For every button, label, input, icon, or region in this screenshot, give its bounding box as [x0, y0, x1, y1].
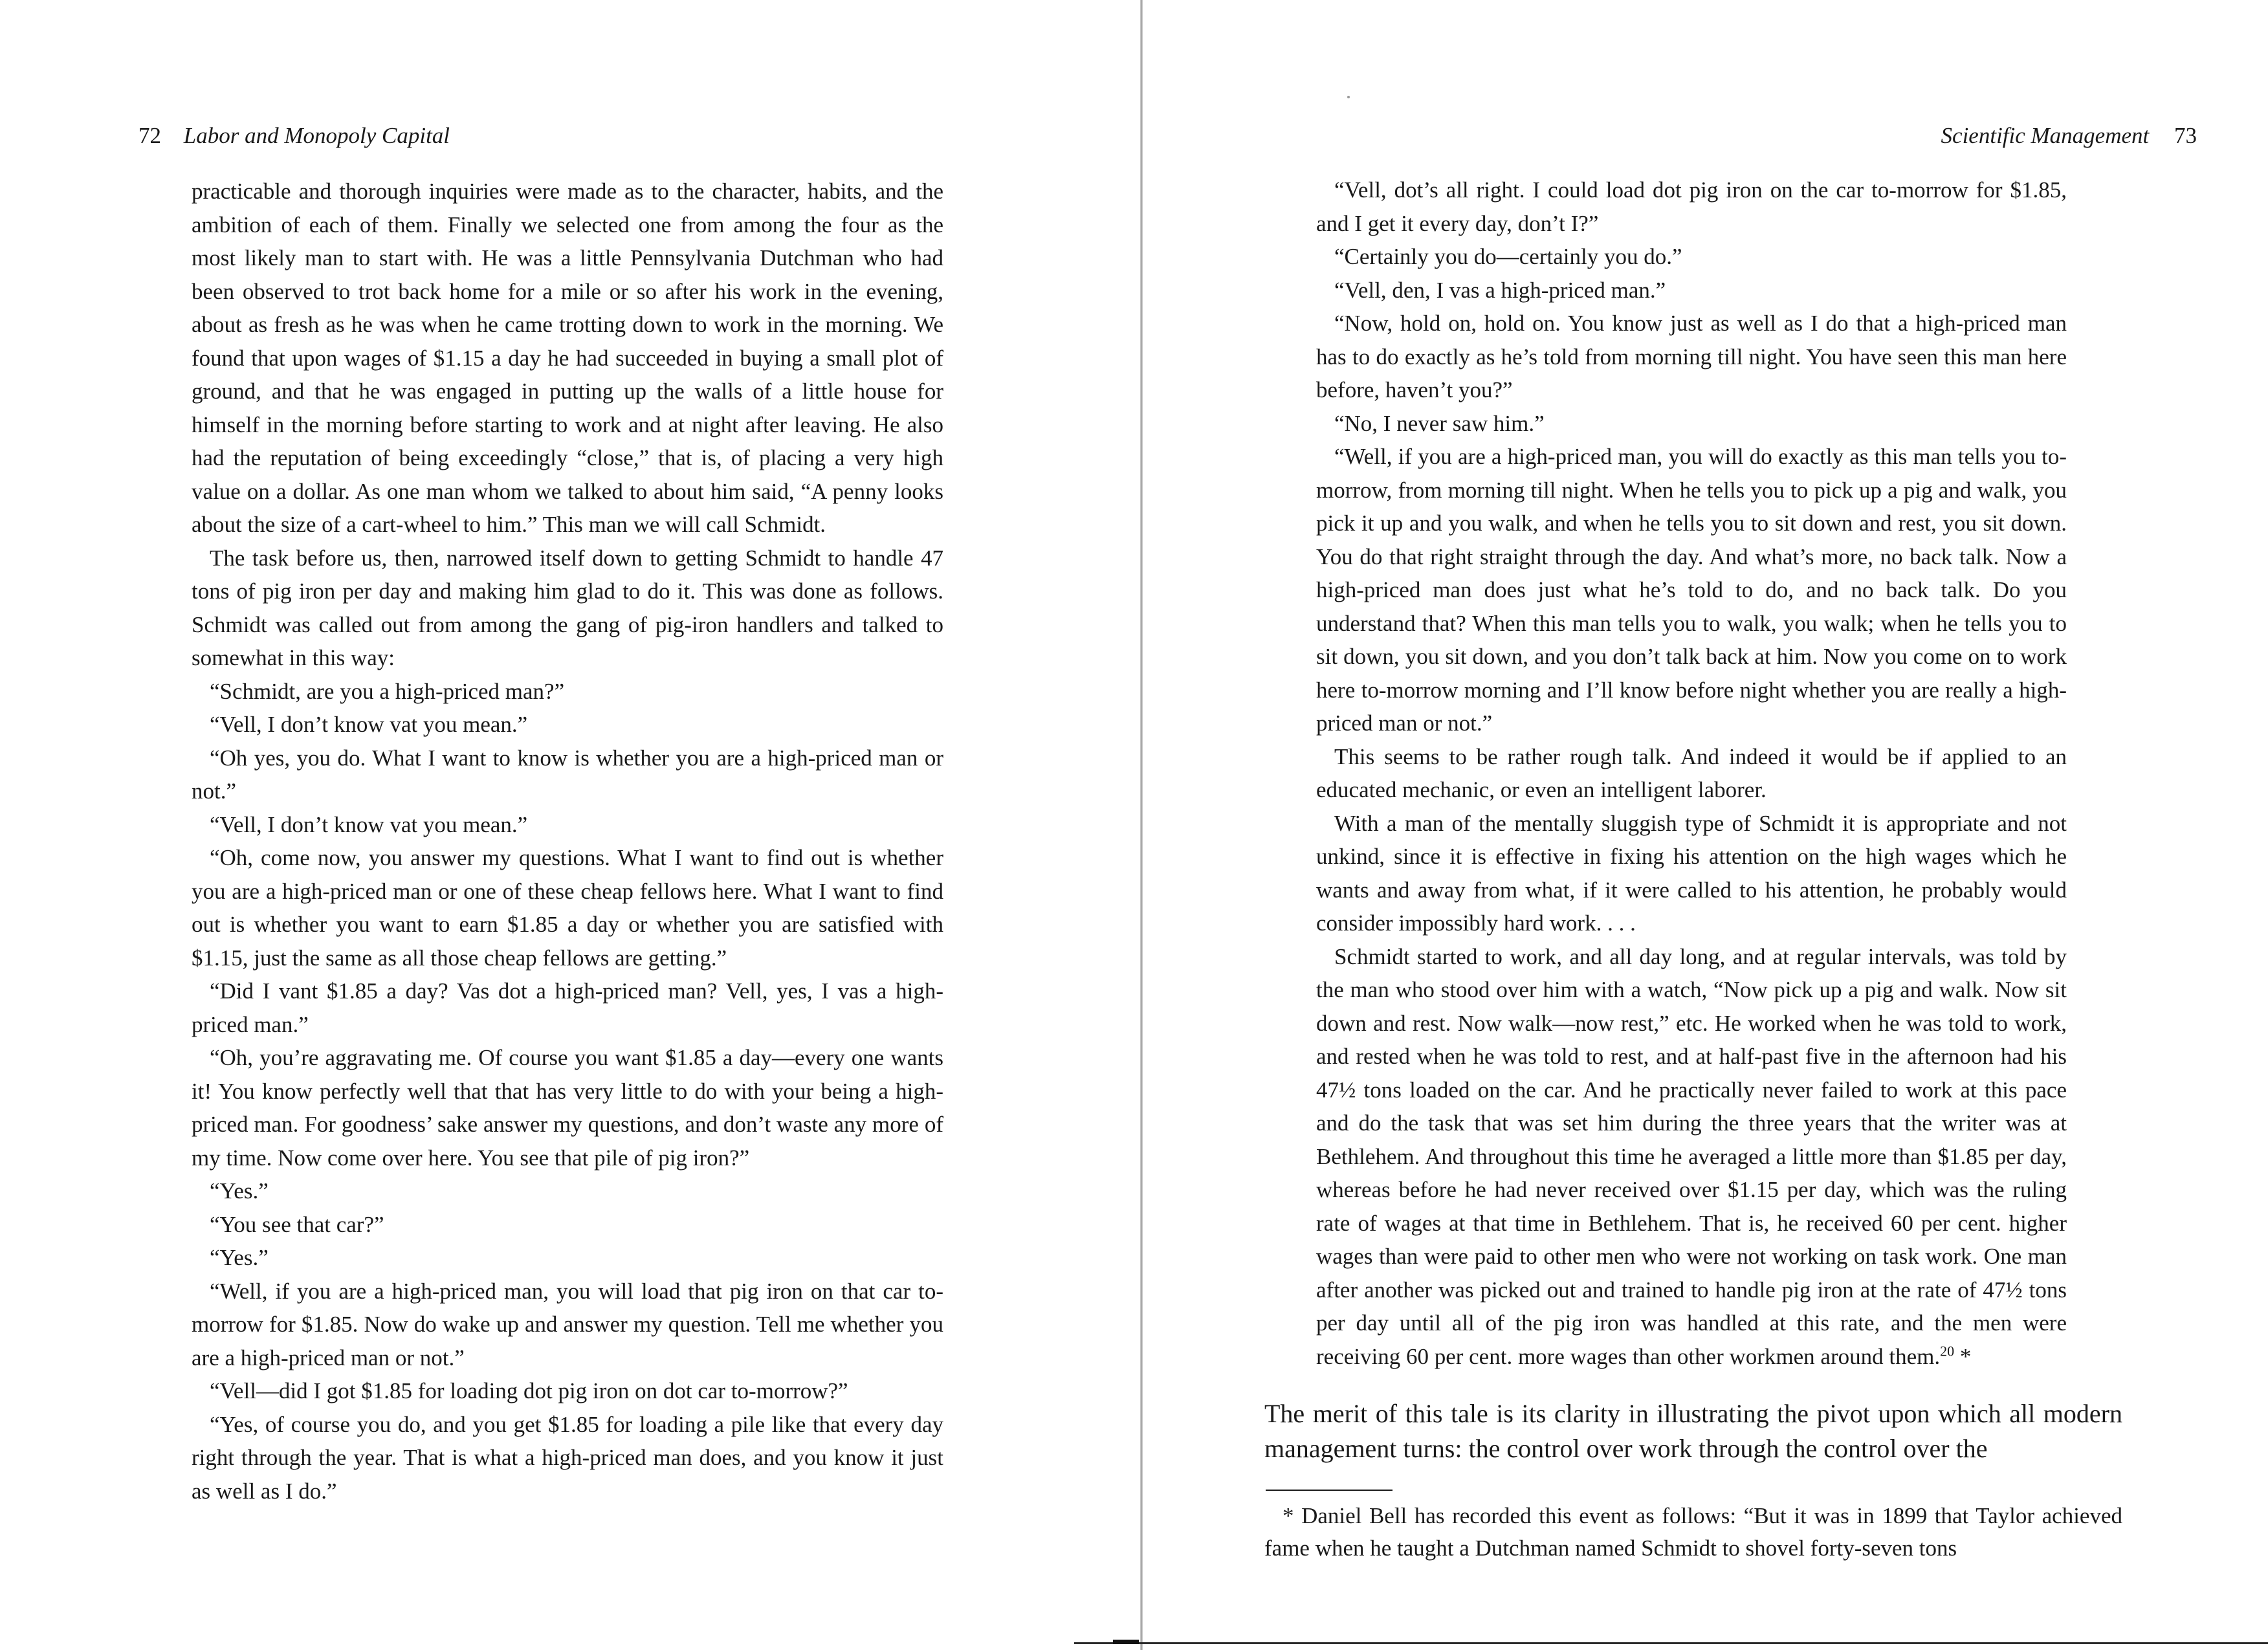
paragraph: “Well, if you are a high-priced man, you will load that pig iron on that car to-morrow for $1.85. Now do wake up and answer my question. Tell me whether you are a high-priced man or not.”	[192, 1278, 943, 1370]
book-gutter	[1140, 0, 1143, 1650]
paragraph: “Oh, you’re aggravating me. Of course you want $1.85 a day—every one wants it! You know perfectly well that that has very little to do with your being a high-priced man. For goodness’ sake answer my questions, and don’t waste any more of my time. Now come over here. You see that pile of pig iron?”	[192, 1045, 943, 1171]
right-page-number: 73	[2174, 123, 2197, 148]
paragraph: “Oh yes, you do. What I want to know is whether you are a high-priced man or not.”	[192, 745, 943, 804]
right-page	[1144, 0, 2268, 1650]
paragraph: “Vell—did I got $1.85 for loading dot pig iron on dot car to-morrow?”	[210, 1378, 848, 1403]
paragraph: “Well, if you are a high-priced man, you will do exactly as this man tells you to-morrow, from morning till night. When he tells you to pick up a pig and walk, you pick it up and you walk, and when he tells you to sit down and rest, you sit down. You do that right straight through the day. And what’s more, no back talk. Now a high-priced man does just what he’s told to do, and no back talk. Do you understand that? When this man tells you to walk, you walk; when he tells you to sit down, you sit down, and you don’t talk back at him. Now you come on to work here to-morrow morning and I’ll know before night whether you are really a high-priced man or not.”	[1316, 444, 2067, 736]
paragraph-text: Schmidt started to work, and all day long, and at regular intervals, was told by the man who stood over him with a watch, “Now pick up a pig and walk. Now sit down and rest. Now walk—now rest,” etc. He worked when he was told to work, and rested when he was told to rest, and at half-past five in the afternoon had his 47½ tons loaded on the car. And he practically never failed to work at this pace and do the task that was set him during the three years that the writer was at Bethlehem. And throughout this time he averaged a little more than $1.85 per day, whereas before he had never received over $1.15 per day, which was the ruling rate of wages at that time in Bethlehem. That is, he received 60 per cent. higher wages than were paid to other men who were not working on task work. One man after another was picked out and trained to handle pig iron at the rate of 47½ tons per day until all of the pig iron was handled at this rate, and the men were receiving 60 per cent. more wages than other workmen around them.	[1316, 943, 2067, 1369]
paragraph: “No, I never saw him.”	[1334, 410, 1545, 436]
paragraph: practicable and thorough inquiries were made as to the character, habits, and the ambition of each of them. Finally we selected one from among the four as the most likely man to start with. He was a little Pennsylvania Dutchman who had been observed to trot back home for a mile or so after his work in the evening, about as fresh as he was when he came trotting down to work in the morning. We found that upon wages of $1.15 a day he had succeeded in buying a small plot of ground, and that he was engaged in putting up the walls of a little house for himself in the morning before starting to work and at night after leaving. He also had the reputation of being exceedingly “close,” that is, of placing a very high value on a dollar. As one man whom we talked to about him said, “A penny looks about the size of a cart-wheel to him.” This man we will call Schmidt.	[192, 179, 943, 537]
paragraph: “Certainly you do—certainly you do.”	[1334, 244, 1682, 269]
paragraph: “Vell, I don’t know vat you mean.”	[210, 811, 528, 837]
left-extract-block	[192, 175, 943, 1508]
paragraph: “Vell, den, I vas a high-priced man.”	[1334, 277, 1666, 303]
paragraph: “Vell, I don’t know vat you mean.”	[210, 712, 528, 737]
body-paragraph: The merit of this tale is its clarity in illustrating the pivot upon which all modern management turns: the control over work through the control over the	[1264, 1399, 2122, 1463]
note-reference: 20	[1940, 1342, 1955, 1359]
paragraph: “Schmidt, are you a high-priced man?”	[210, 678, 565, 704]
paragraph: “Oh, come now, you answer my questions. What I want to find out is whether you are a high-priced man or one of these cheap fellows here. What I want to find out is whether you want to earn $1.85 a day or whether you are satisfied with $1.15, just the same as all those cheap fellows are getting.”	[192, 845, 943, 971]
paragraph: “You see that car?”	[210, 1211, 384, 1237]
right-running-head	[1941, 120, 2197, 151]
paragraph: With a man of the mentally sluggish type of Schmidt it is appropriate and not unkind, since it is effective in fixing his attention on the high wages which he wants and away from what, if it were called to his attention, he probably would consider impossibly hard work. . . .	[1316, 810, 2067, 936]
footnote: * Daniel Bell has recorded this event as follows: “But it was in 1899 that Taylor achieved fame when he taught a Dutchman named Schmidt to shovel forty-seven tons	[1264, 1503, 2122, 1561]
footnote-mark: *	[1959, 1343, 1972, 1369]
paragraph: “Now, hold on, hold on. You know just as well as I do that a high-priced man has to do exactly as he’s told from morning till night. You have seen this man here before, haven’t you?”	[1316, 311, 2067, 402]
left-page-number: 72	[138, 123, 161, 148]
last-extract-paragraph	[1316, 940, 2067, 1374]
right-extract-block	[1316, 173, 2067, 1373]
right-running-title: Scientific Management	[1941, 123, 2150, 148]
left-running-title: Labor and Monopoly Capital	[183, 123, 450, 148]
paragraph: “Vell, dot’s all right. I could load dot pig iron on the car to-morrow for $1.85, and I get it every day, don’t I?”	[1316, 177, 2067, 236]
paragraph: The task before us, then, narrowed itself down to getting Schmidt to handle 47 tons of pig iron per day and making him glad to do it. This was done as follows. Schmidt was called out from among the gang of pig-iron handlers and talked to somewhat in this way:	[192, 545, 943, 670]
footnote-rule	[1266, 1490, 1393, 1491]
scan-speck	[1347, 96, 1350, 98]
paragraph: “Yes.”	[210, 1178, 269, 1204]
paragraph: “Yes.”	[210, 1245, 269, 1270]
scan-bottom-edge	[1074, 1642, 2268, 1644]
paragraph: “Yes, of course you do, and you get $1.85 for loading a pile like that every day right through the year. That is what a high-priced man does, and you know it just as well as I do.”	[192, 1411, 943, 1504]
left-running-head	[138, 120, 450, 151]
paragraph: “Did I vant $1.85 a day? Vas dot a high-priced man? Vell, yes, I vas a high-priced man.”	[192, 978, 943, 1037]
paragraph: This seems to be rather rough talk. And indeed it would be if applied to an educated mechanic, or even an intelligent laborer.	[1316, 743, 2067, 802]
scan-bottom-mark	[1113, 1640, 1139, 1644]
